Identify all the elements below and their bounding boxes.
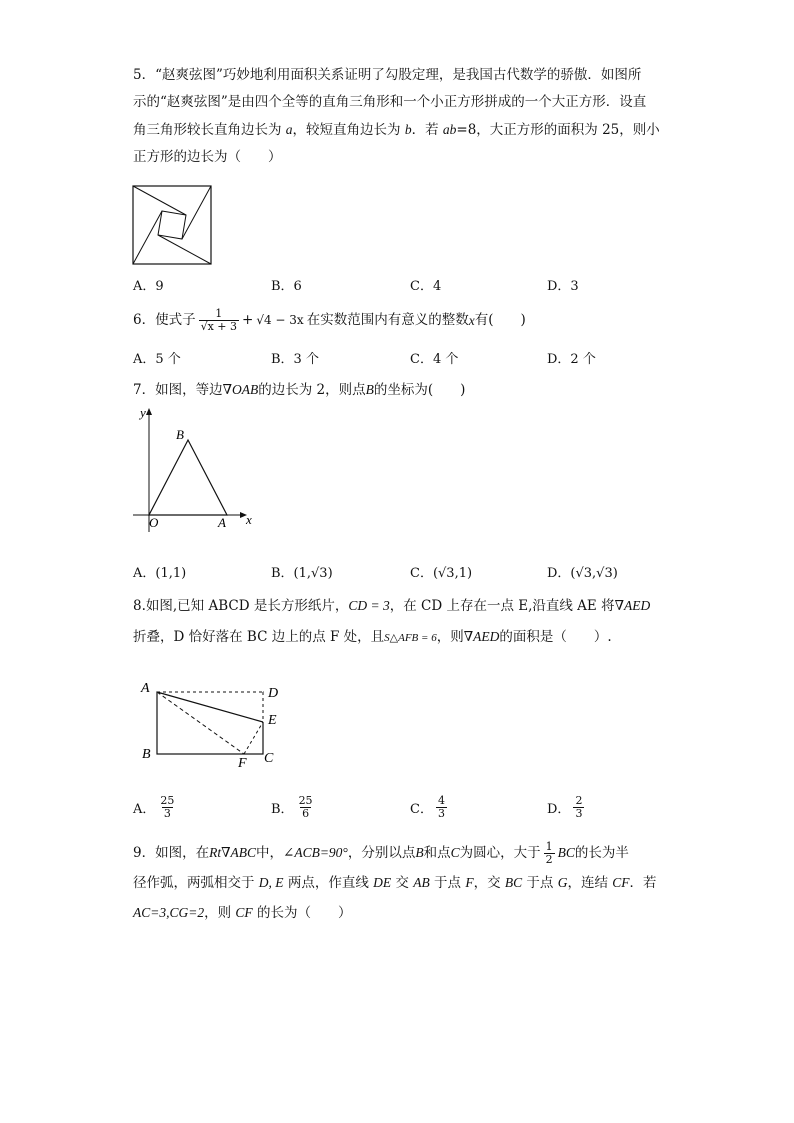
label-c: C — [264, 751, 274, 766]
q9-line-3: AC=3,CG=2，则 CF 的长为（ ） — [133, 905, 352, 921]
label-b: B — [142, 747, 151, 762]
q5-option-d[interactable]: D．3 — [547, 279, 579, 294]
q8-option-b[interactable]: B． $\frac{25}{6}$ — [271, 794, 313, 820]
q8-option-c[interactable]: C． $\frac{4}{3}$ — [410, 794, 445, 820]
q7-options — [133, 562, 663, 588]
q6-option-a[interactable]: A．5 个 — [133, 352, 181, 367]
q6-fraction: $\frac{1}{√x + 3}$ — [200, 307, 238, 333]
q8-line-1: 8.如图,已知 ABCD 是长方形纸片，CD = 3，在 CD 上存在一点 E,沿直线 AE 将∇AED — [133, 598, 651, 614]
q5-line-3: 角三角形较长直角边长为 a，较短直角边长为 b．若 ab=8，大正方形的面积为 25，则小 — [133, 122, 660, 138]
x-label: x — [246, 512, 252, 527]
point-b-label: B — [176, 427, 184, 442]
q5-option-a[interactable]: A．9 — [133, 279, 164, 294]
q7-option-d[interactable]: D．(√3,√3) — [547, 566, 618, 581]
rectangle-abcd — [157, 692, 263, 754]
question-5 — [133, 62, 663, 171]
q7-option-b[interactable]: B．(1,√3) — [271, 566, 333, 581]
q8-options — [133, 795, 663, 829]
point-a-label: A — [218, 515, 226, 530]
q5-option-b[interactable]: B．6 — [271, 279, 302, 294]
q5-line-1: 5．“赵爽弦图”巧妙地利用面积关系证明了勾股定理，是我国古代数学的骄傲．如图所 — [133, 67, 642, 83]
label-e: E — [268, 713, 277, 728]
label-f: F — [238, 756, 247, 770]
q7-coordinate-figure — [128, 404, 258, 534]
question-8 — [133, 592, 663, 652]
q8-rectangle-figure — [138, 678, 288, 770]
q9-line-1: 9．如图，在 Rt∇ABC 中， ∠ACB=90° ，分别以点 B 和点 C 为圆心，大于 $\frac{1}{2}$ BC 的长为半 — [133, 839, 629, 866]
q7-option-a[interactable]: A．(1,1) — [133, 566, 187, 581]
q8-line-2: 折叠，D 恰好落在 BC 边上的点 F 处，且S△AFB = 6，则∇AED的面积是（ ）. — [133, 629, 612, 645]
point-o-label: O — [149, 515, 159, 530]
q6-option-b[interactable]: B．3 个 — [271, 352, 319, 367]
q5-line-4: 正方形的边长为（ ） — [133, 149, 282, 165]
q6-line-1: 6．使式子 $\frac{1}{√x + 3}$ + √4 − 3x 在实数范围内有意义的整数 x 有( ) — [133, 307, 526, 333]
q5-options — [133, 275, 663, 301]
question-7 — [133, 376, 663, 404]
q5-option-c[interactable]: C．4 — [410, 279, 442, 294]
q5-line-2: 示的“赵爽弦图”是由四个全等的直角三角形和一个小正方形拼成的一个大正方形．设直 — [133, 94, 647, 110]
q8-option-a[interactable]: A． $\frac{25}{3}$ — [133, 794, 175, 820]
equilateral-triangle — [149, 440, 227, 515]
q7-line-1: 7．如图，等边∇OAB的边长为 2，则点B的坐标为( ) — [133, 382, 466, 398]
q6-options — [133, 348, 663, 374]
q6-option-c[interactable]: C．4 个 — [410, 352, 459, 367]
segment-fe — [244, 722, 263, 754]
question-6 — [133, 307, 663, 334]
q6-option-d[interactable]: D．2 个 — [547, 352, 596, 367]
y-label: y — [140, 405, 146, 420]
question-9 — [133, 838, 663, 928]
label-a: A — [141, 681, 150, 696]
q8-option-d[interactable]: D． $\frac{2}{3}$ — [547, 794, 583, 820]
segment-af — [157, 692, 244, 754]
q7-option-c[interactable]: C．(√3,1) — [410, 566, 473, 581]
q9-line-2: 径作弧，两弧相交于 D, E 两点，作直线 DE 交 AB 于点 F，交 BC 于点 G，连结 CF．若 — [133, 875, 657, 891]
fold-line-ae — [157, 692, 263, 722]
label-d: D — [268, 686, 279, 701]
zhao-shuang-square-figure — [132, 185, 212, 265]
